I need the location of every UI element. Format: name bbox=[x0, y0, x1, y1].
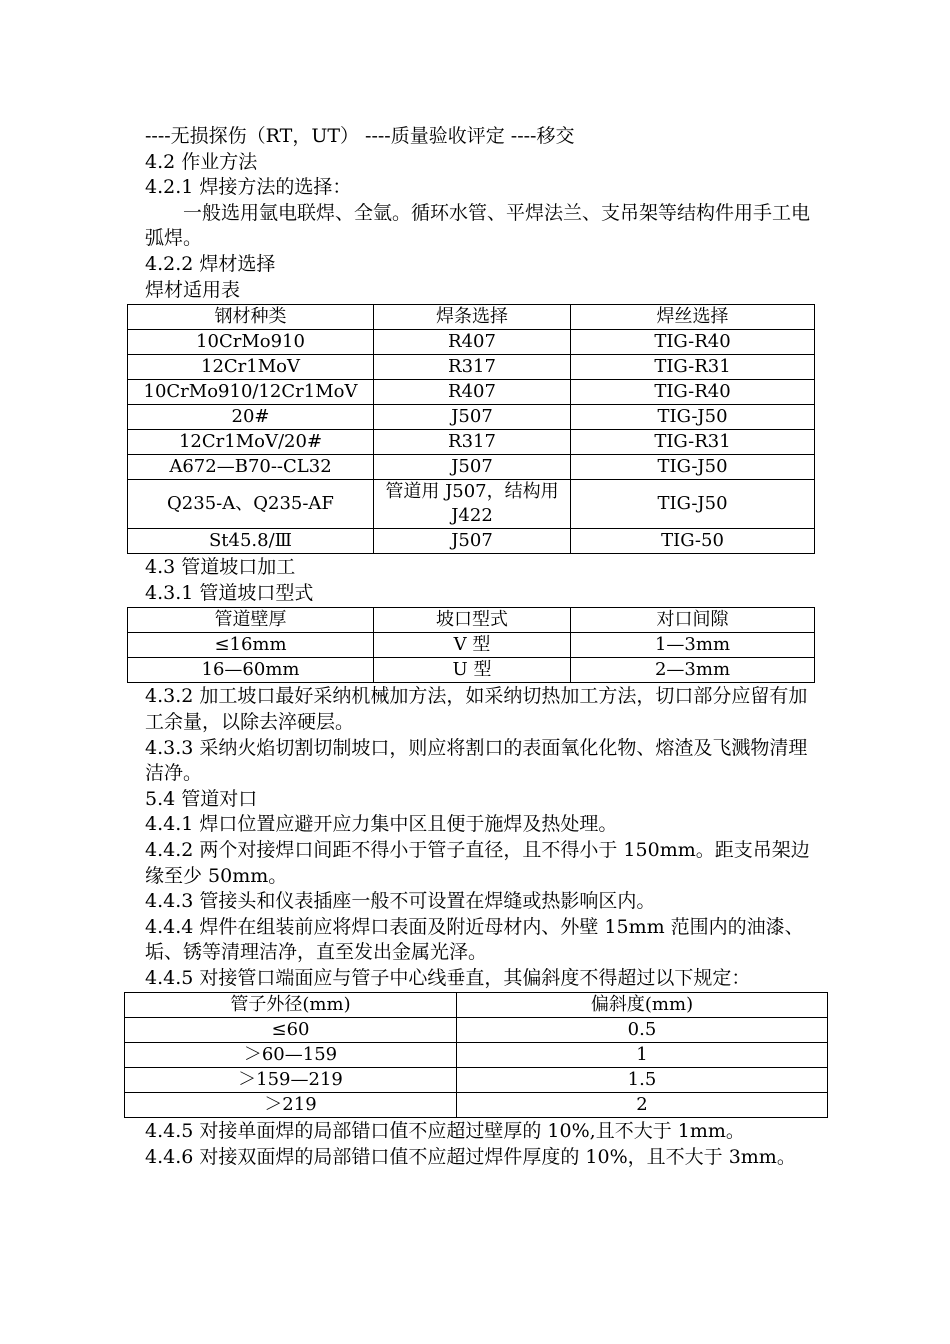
table-cell: ≤16mm bbox=[128, 633, 374, 658]
table-row bbox=[128, 405, 815, 430]
table-cell: TIG-J50 bbox=[571, 480, 815, 529]
table-cell: R407 bbox=[374, 330, 571, 355]
table-row bbox=[128, 480, 815, 529]
paragraph-4-4-5: 4.4.5 对接管口端面应与管子中心线垂直，其偏斜度不得超过以下规定： bbox=[145, 966, 751, 989]
table-cell: 管道用 J507，结构用 J422 bbox=[374, 480, 571, 529]
table-row bbox=[128, 529, 815, 554]
table-cell: Q235-A、Q235-AF bbox=[128, 480, 374, 529]
paragraph-4-4-2: 4.4.2 两个对接焊口间距不得小于管子直径，且不得小于 150mm。距支吊架边缘至少 50mm。 bbox=[145, 838, 810, 887]
subsection-heading-4-2-2: 4.2.2 焊材选择 bbox=[145, 252, 276, 275]
table-row bbox=[125, 1043, 828, 1068]
table-row bbox=[128, 355, 815, 380]
table-header-cell: 管子外径(mm) bbox=[125, 993, 457, 1018]
table-cell: TIG-50 bbox=[571, 529, 815, 554]
table-cell: TIG-R40 bbox=[571, 330, 815, 355]
table-row bbox=[125, 1018, 828, 1043]
table-header-row bbox=[128, 608, 815, 633]
table-cell: TIG-J50 bbox=[571, 455, 815, 480]
welding-materials-table bbox=[127, 304, 815, 554]
table-row bbox=[128, 455, 815, 480]
table-cell: A672—B70--CL32 bbox=[128, 455, 374, 480]
table-cell: TIG-J50 bbox=[571, 405, 815, 430]
table-cell: 12Cr1MoV/20# bbox=[128, 430, 374, 455]
table-row bbox=[125, 1093, 828, 1118]
table-cell: 20# bbox=[128, 405, 374, 430]
paragraph-welding-method: 一般选用氩电联焊、全氩。循环水管、平焊法兰、支吊架等结构件用手工电弧焊。 bbox=[145, 201, 811, 250]
table-cell: TIG-R40 bbox=[571, 380, 815, 405]
table-cell: R407 bbox=[374, 380, 571, 405]
table-cell: R317 bbox=[374, 430, 571, 455]
paragraph-4-4-6: 4.4.6 对接双面焊的局部错口值不应超过焊件厚度的 10%，且不大于 3mm。 bbox=[145, 1146, 796, 1169]
table-cell: 0.5 bbox=[457, 1018, 828, 1043]
deviation-table bbox=[124, 992, 828, 1118]
paragraph-4-4-3: 4.4.3 管接头和仪表插座一般不可设置在焊缝或热影响区内。 bbox=[145, 890, 656, 913]
table-cell: ≤60 bbox=[125, 1018, 457, 1043]
table-row bbox=[128, 430, 815, 455]
table-cell: U 型 bbox=[374, 658, 571, 683]
section-heading-4-3: 4.3 管道坡口加工 bbox=[145, 556, 296, 579]
table-header-cell: 对口间隙 bbox=[571, 608, 815, 633]
table-cell: J507 bbox=[374, 529, 571, 554]
table-cell: ＞60—159 bbox=[125, 1043, 457, 1068]
paragraph-4-3-2: 4.3.2 加工坡口最好采纳机械加方法，如采纳切热加工方法，切口部分应留有加工余量，以除去淬硬层。 bbox=[145, 685, 808, 733]
table-cell: TIG-R31 bbox=[571, 430, 815, 455]
table-header-cell: 管道壁厚 bbox=[128, 608, 374, 633]
table-header-cell: 焊条选择 bbox=[374, 305, 571, 330]
table-row bbox=[125, 1068, 828, 1093]
table-cell: 10CrMo910 bbox=[128, 330, 374, 355]
table-cell: St45.8/Ⅲ bbox=[128, 529, 374, 554]
paragraph-4-4-1: 4.4.1 焊口位置应避开应力集中区且便于施焊及热处理。 bbox=[145, 813, 618, 836]
table-header-row bbox=[128, 305, 815, 330]
table-header-cell: 偏斜度(mm) bbox=[457, 993, 828, 1018]
groove-type-table bbox=[127, 607, 815, 683]
table-row bbox=[128, 633, 815, 658]
table-cell: ＞219 bbox=[125, 1093, 457, 1118]
table-header-cell: 坡口型式 bbox=[374, 608, 571, 633]
table-header-row bbox=[125, 993, 828, 1018]
table-cell: 1—3mm bbox=[571, 633, 815, 658]
table-cell: 10CrMo910/12Cr1MoV bbox=[128, 380, 374, 405]
table-cell: 12Cr1MoV bbox=[128, 355, 374, 380]
table-header-cell: 焊丝选择 bbox=[571, 305, 815, 330]
document-body bbox=[145, 124, 815, 1171]
table-cell: 2 bbox=[457, 1093, 828, 1118]
section-heading-5-4: 5.4 管道对口 bbox=[145, 787, 258, 810]
subsection-heading-4-2-1: 4.2.1 焊接方法的选择： bbox=[145, 176, 352, 199]
process-flow-line: ----无损探伤（RT，UT） ----质量验收评定 ----移交 bbox=[145, 125, 575, 147]
table-cell: 16—60mm bbox=[128, 658, 374, 683]
table-cell: 1.5 bbox=[457, 1068, 828, 1093]
table-cell: 2—3mm bbox=[571, 658, 815, 683]
table-row bbox=[128, 658, 815, 683]
table-cell: 1 bbox=[457, 1043, 828, 1068]
paragraph-4-4-4: 4.4.4 焊件在组装前应将焊口表面及附近母材内、外壁 15mm 范围内的油漆、垢、锈等清理洁净，直至发出金属光泽。 bbox=[145, 915, 804, 964]
table-header-cell: 钢材种类 bbox=[128, 305, 374, 330]
table-cell: V 型 bbox=[374, 633, 571, 658]
table-row bbox=[128, 330, 815, 355]
table-cell: TIG-R31 bbox=[571, 355, 815, 380]
subsection-heading-4-3-1: 4.3.1 管道坡口型式 bbox=[145, 581, 314, 604]
section-heading-4-2: 4.2 作业方法 bbox=[145, 150, 258, 173]
paragraph-4-4-5-single-side: 4.4.5 对接单面焊的局部错口值不应超过壁厚的 10%,且不大于 1mm。 bbox=[145, 1120, 745, 1143]
table-cell: R317 bbox=[374, 355, 571, 380]
table-cell: J507 bbox=[374, 405, 571, 430]
paragraph-4-3-3: 4.3.3 采纳火焰切割切制坡口，则应将割口的表面氧化化物、熔渣及飞溅物清理洁净。 bbox=[145, 736, 808, 785]
table-cell: J507 bbox=[374, 455, 571, 480]
table-row bbox=[128, 380, 815, 405]
table-cell: ＞159—219 bbox=[125, 1068, 457, 1093]
table-caption-welding-materials: 焊材适用表 bbox=[145, 278, 241, 301]
